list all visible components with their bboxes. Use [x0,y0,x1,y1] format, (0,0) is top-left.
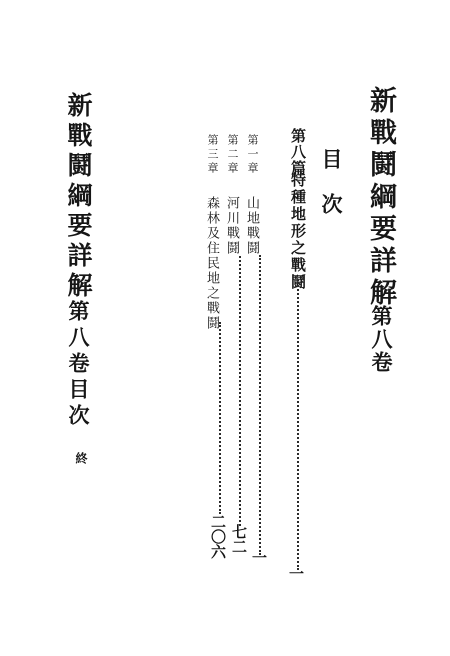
toc-heading: 目次 [319,148,344,238]
end-mark: 終 [74,452,88,464]
part-leader [297,282,299,570]
chapter-leader [219,322,221,514]
chapter-title: 河川戰鬪 [224,196,239,256]
chapter-leader [259,255,261,555]
chapter-page-number: 七二 [230,524,248,554]
chapter-page-number: 一 [250,550,268,565]
chapter-label: 第一章 [246,134,259,176]
chapter-leader [239,256,241,526]
chapter-label: 第三章 [206,134,219,176]
running-volume: 第八卷目次 [66,300,91,430]
chapter-title: 森林及住民地之戰鬪 [204,196,219,331]
part-label: 第八篇 [289,128,307,176]
volume-label: 第八卷 [369,305,394,374]
part-title: 特種地形之戰鬪 [289,172,307,291]
chapter-page-number: 二〇六 [209,514,227,559]
chapter-label: 第二章 [226,134,239,176]
chapter-title: 山地戰鬪 [244,196,259,256]
book-title: 新戰鬪綱要詳解 [365,86,396,310]
running-title: 新戰鬪綱要詳解 [64,92,93,302]
part-page-number: 一 [287,566,305,581]
